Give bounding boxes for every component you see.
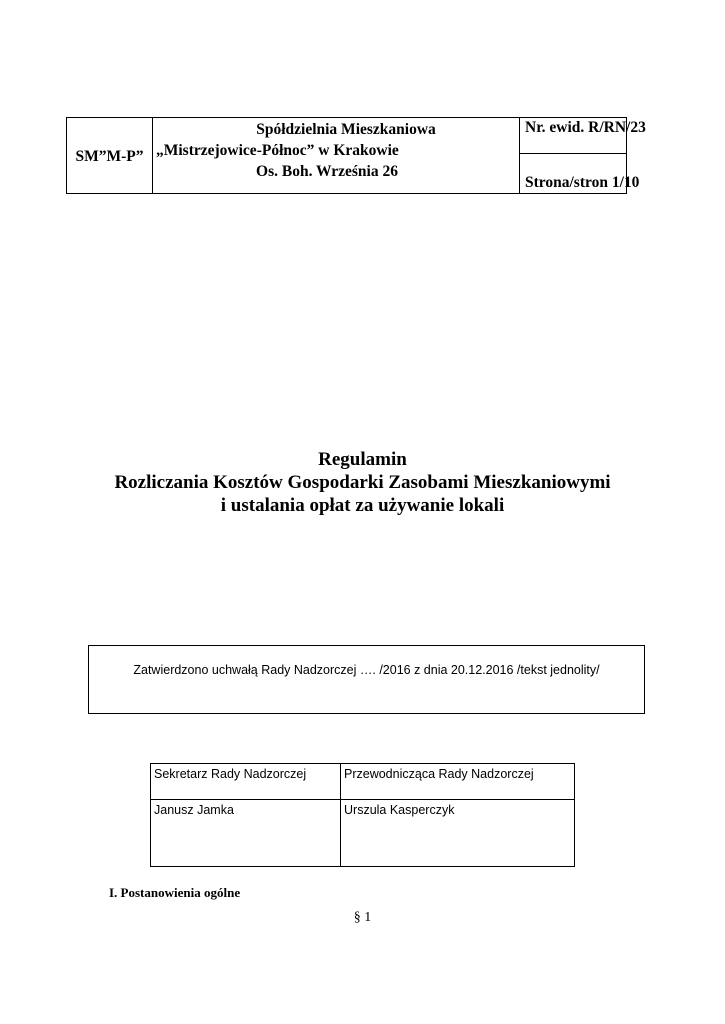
paragraph-mark: § 1: [353, 910, 372, 925]
section-heading: I. Postanowienia ogólne: [109, 885, 241, 900]
record-number: Nr. ewid. R/RN/23: [520, 118, 626, 154]
document-meta-cell: [520, 118, 646, 193]
secretary-role: Sekretarz Rady Nadzorczej: [151, 764, 341, 800]
organization-name-line-1: Spółdzielnia Mieszkaniowa: [256, 121, 436, 138]
chair-name: Urszula Kasperczyk: [344, 803, 455, 817]
page-count: Strona/stron 1/10: [525, 174, 640, 191]
title-line-2: Rozliczania Kosztów Gospodarki Zasobami Mieszkaniowymi: [114, 472, 611, 493]
organization-name-line-2: „Mistrzejowice-Północ” w Krakowie: [156, 142, 399, 159]
organization-code: SM”M-P”: [67, 118, 153, 193]
organization-name-cell: [153, 118, 520, 193]
approval-note: Zatwierdzono uchwałą Rady Nadzorczej …. /2016 z dnia 20.12.2016 /tekst jednolity/: [88, 645, 645, 714]
title-line-1: Regulamin: [318, 449, 407, 470]
signature-table: [150, 763, 575, 867]
document-title: [0, 448, 725, 517]
secretary-name: Janusz Jamka: [151, 800, 341, 866]
chair-role: Przewodnicząca Rady Nadzorczej: [341, 764, 574, 800]
title-line-3: i ustalania opłat za używanie lokali: [220, 495, 505, 516]
document-header-table: [66, 117, 646, 194]
organization-address: Os. Boh. Września 26: [256, 163, 398, 180]
